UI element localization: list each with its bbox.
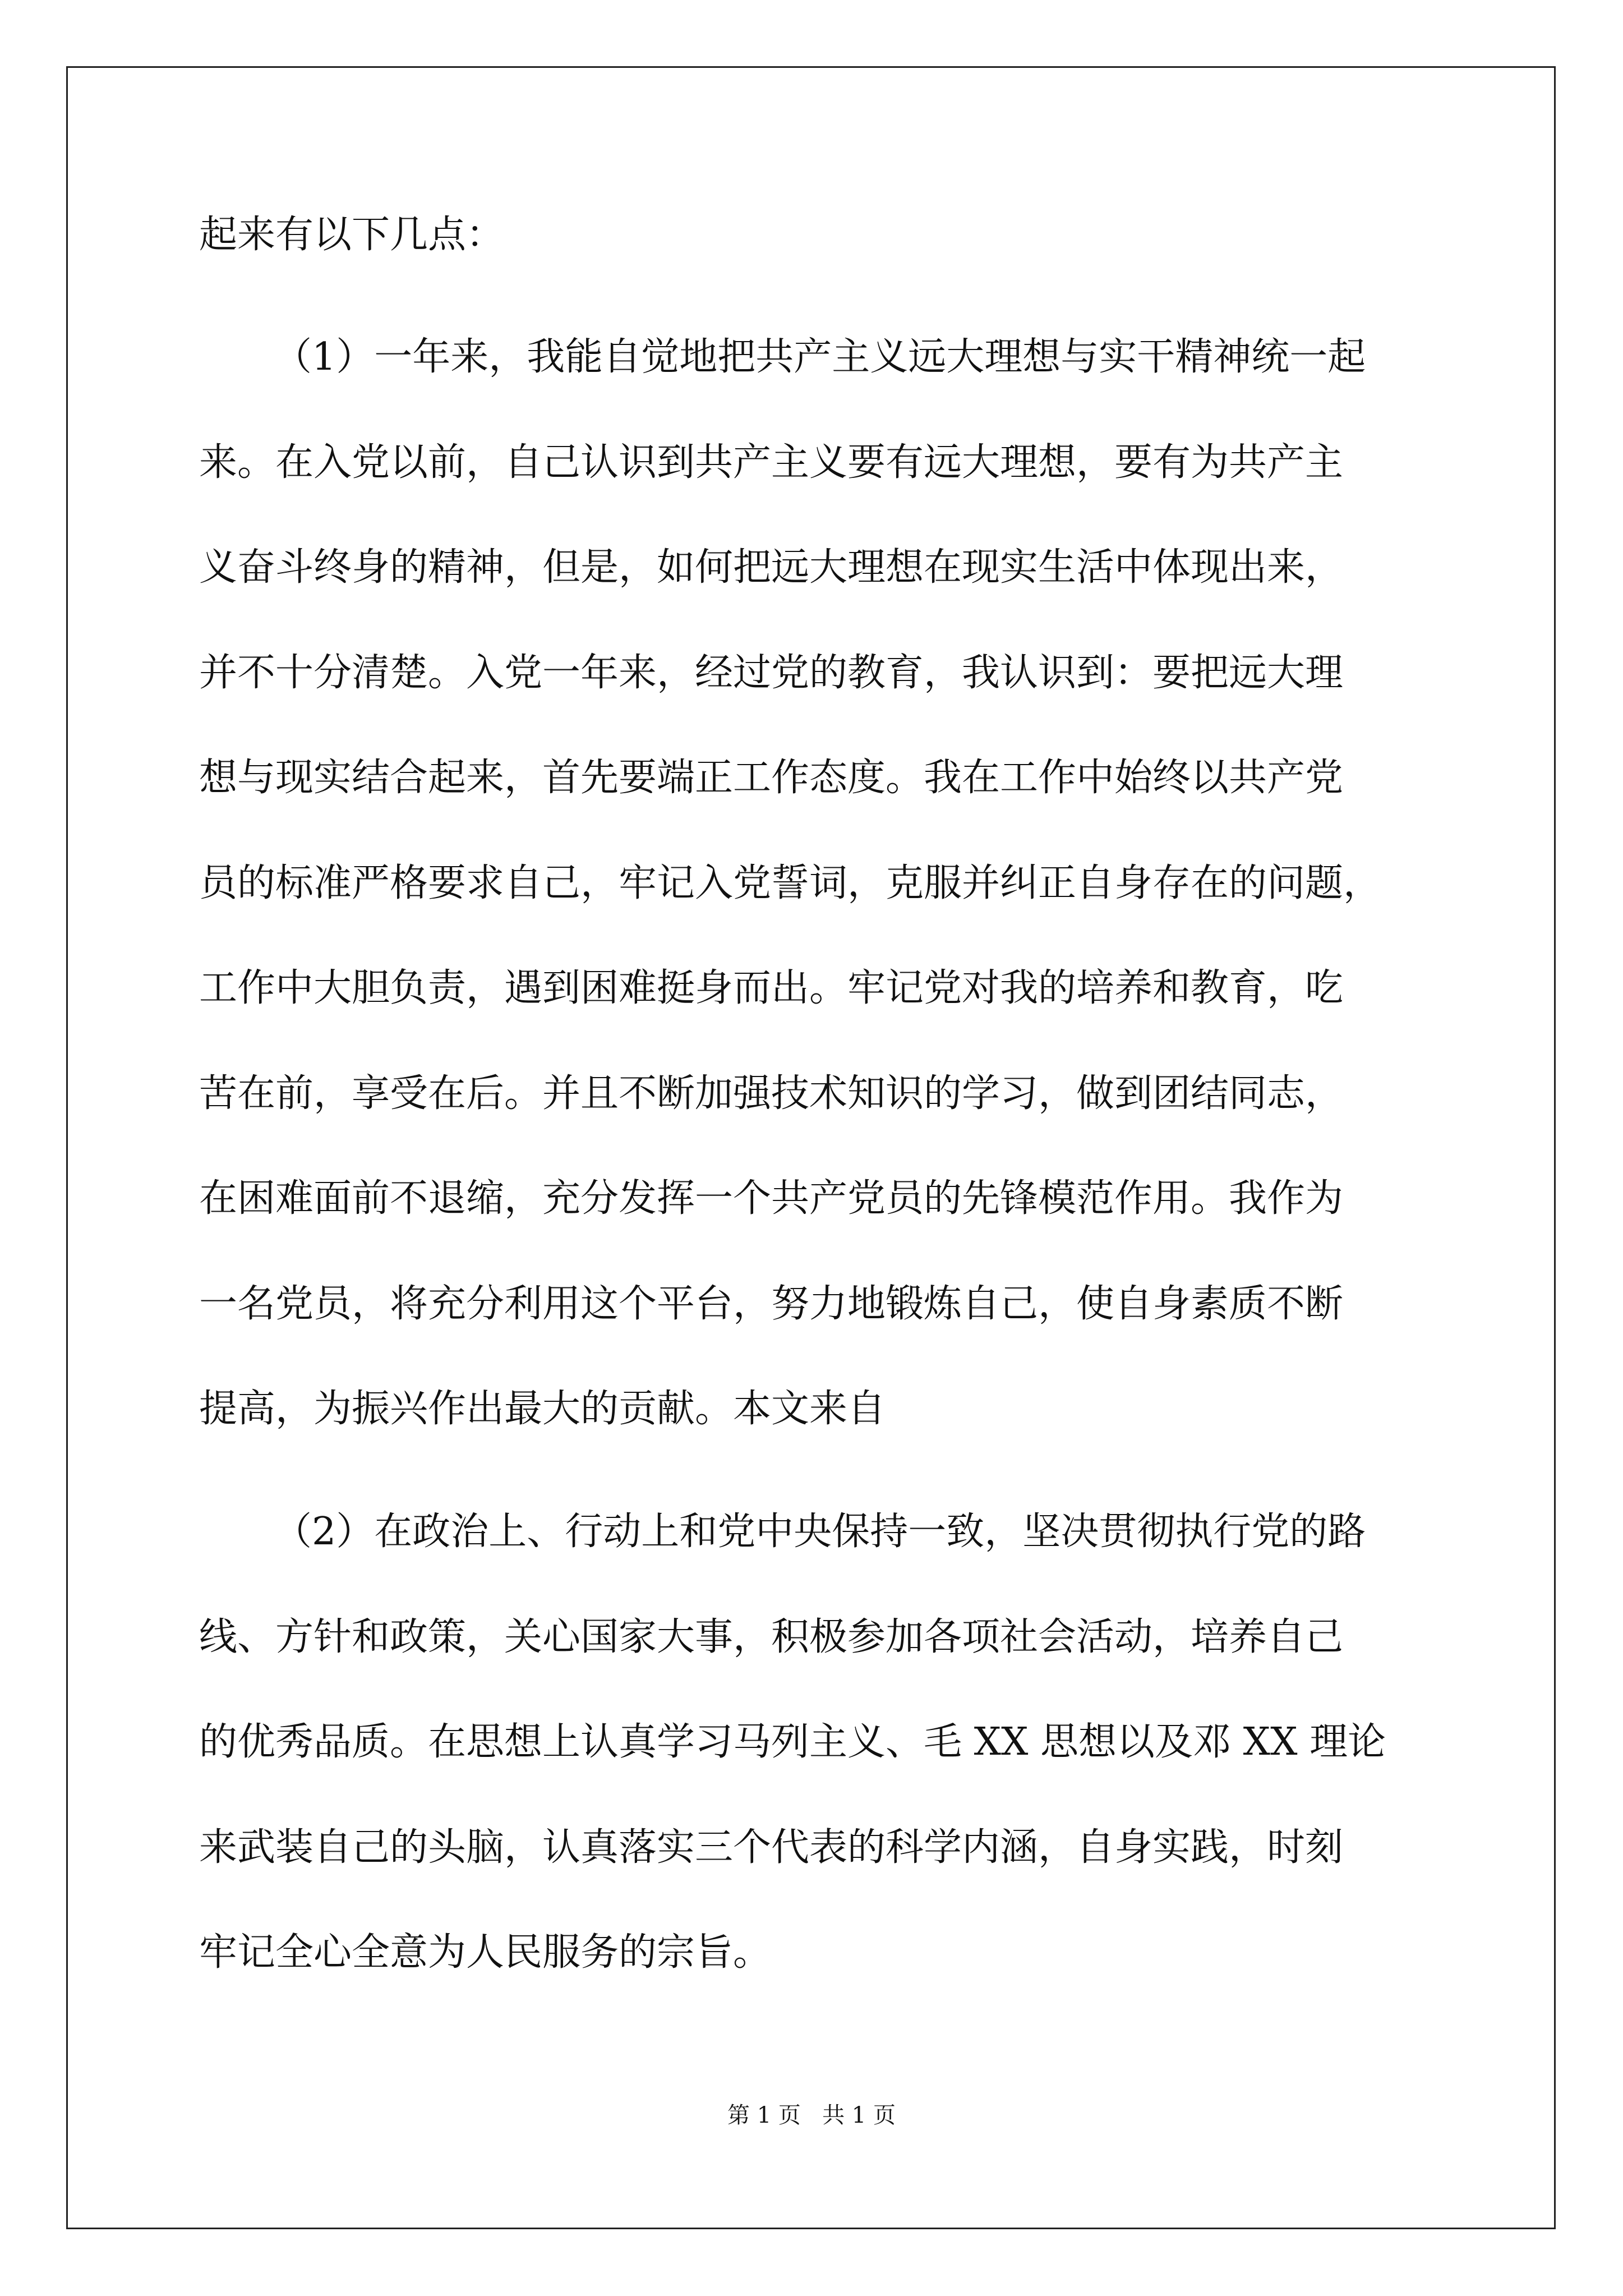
paragraph-line: 一名党员，将充分利用这个平台，努力地锻炼自己，使自身素质不断 <box>199 1282 1344 1326</box>
paragraph-line: 提高，为振兴作出最大的贡献。本文来自 <box>199 1387 886 1431</box>
paragraph-line: 想与现实结合起来，首先要端正工作态度。我在工作中始终以共产党 <box>199 756 1344 800</box>
paragraph-line: 来。在入党以前，自己认识到共产主义要有远大理想，要有为共产主 <box>199 440 1344 485</box>
paragraph-line: 来武装自己的头脑，认真落实三个代表的科学内涵，自身实践，时刻 <box>199 1825 1344 1870</box>
paragraph-line: 牢记全心全意为人民服务的宗旨。 <box>199 1930 772 1975</box>
paragraph-line: 义奋斗终身的精神，但是，如何把远大理想在现实生活中体现出来， <box>199 545 1344 590</box>
paragraph-line: 并不十分清楚。入党一年来，经过党的教育，我认识到：要把远大理 <box>199 651 1344 695</box>
paragraph-line: 起来有以下几点： <box>199 213 505 257</box>
paragraph-line: （2）在政治上、行动上和党中央保持一致，坚决贯彻执行党的路 <box>274 1510 1366 1554</box>
paragraph-line: 在困难面前不退缩，充分发挥一个共产党员的先锋模范作用。我作为 <box>199 1176 1344 1221</box>
page-number-footer: 第 1 页 共 1 页 <box>727 2102 896 2128</box>
paragraph-line: 工作中大胆负责，遇到困难挺身而出。牢记党对我的培养和教育，吃 <box>199 966 1344 1010</box>
paragraph-line: 苦在前，享受在后。并且不断加强技术知识的学习，做到团结同志， <box>199 1071 1344 1116</box>
paragraph-line: 线、方针和政策，关心国家大事，积极参加各项社会活动，培养自己 <box>199 1615 1344 1659</box>
page-border <box>66 66 1556 2229</box>
paragraph-line: 的优秀品质。在思想上认真学习马列主义、毛 XX 思想以及邓 XX 理论 <box>199 1720 1386 1764</box>
paragraph-line: （1）一年来，我能自觉地把共产主义远大理想与实干精神统一起 <box>274 335 1366 379</box>
paragraph-line: 员的标准严格要求自己，牢记入党誓词，克服并纠正自身存在的问题， <box>199 861 1382 905</box>
